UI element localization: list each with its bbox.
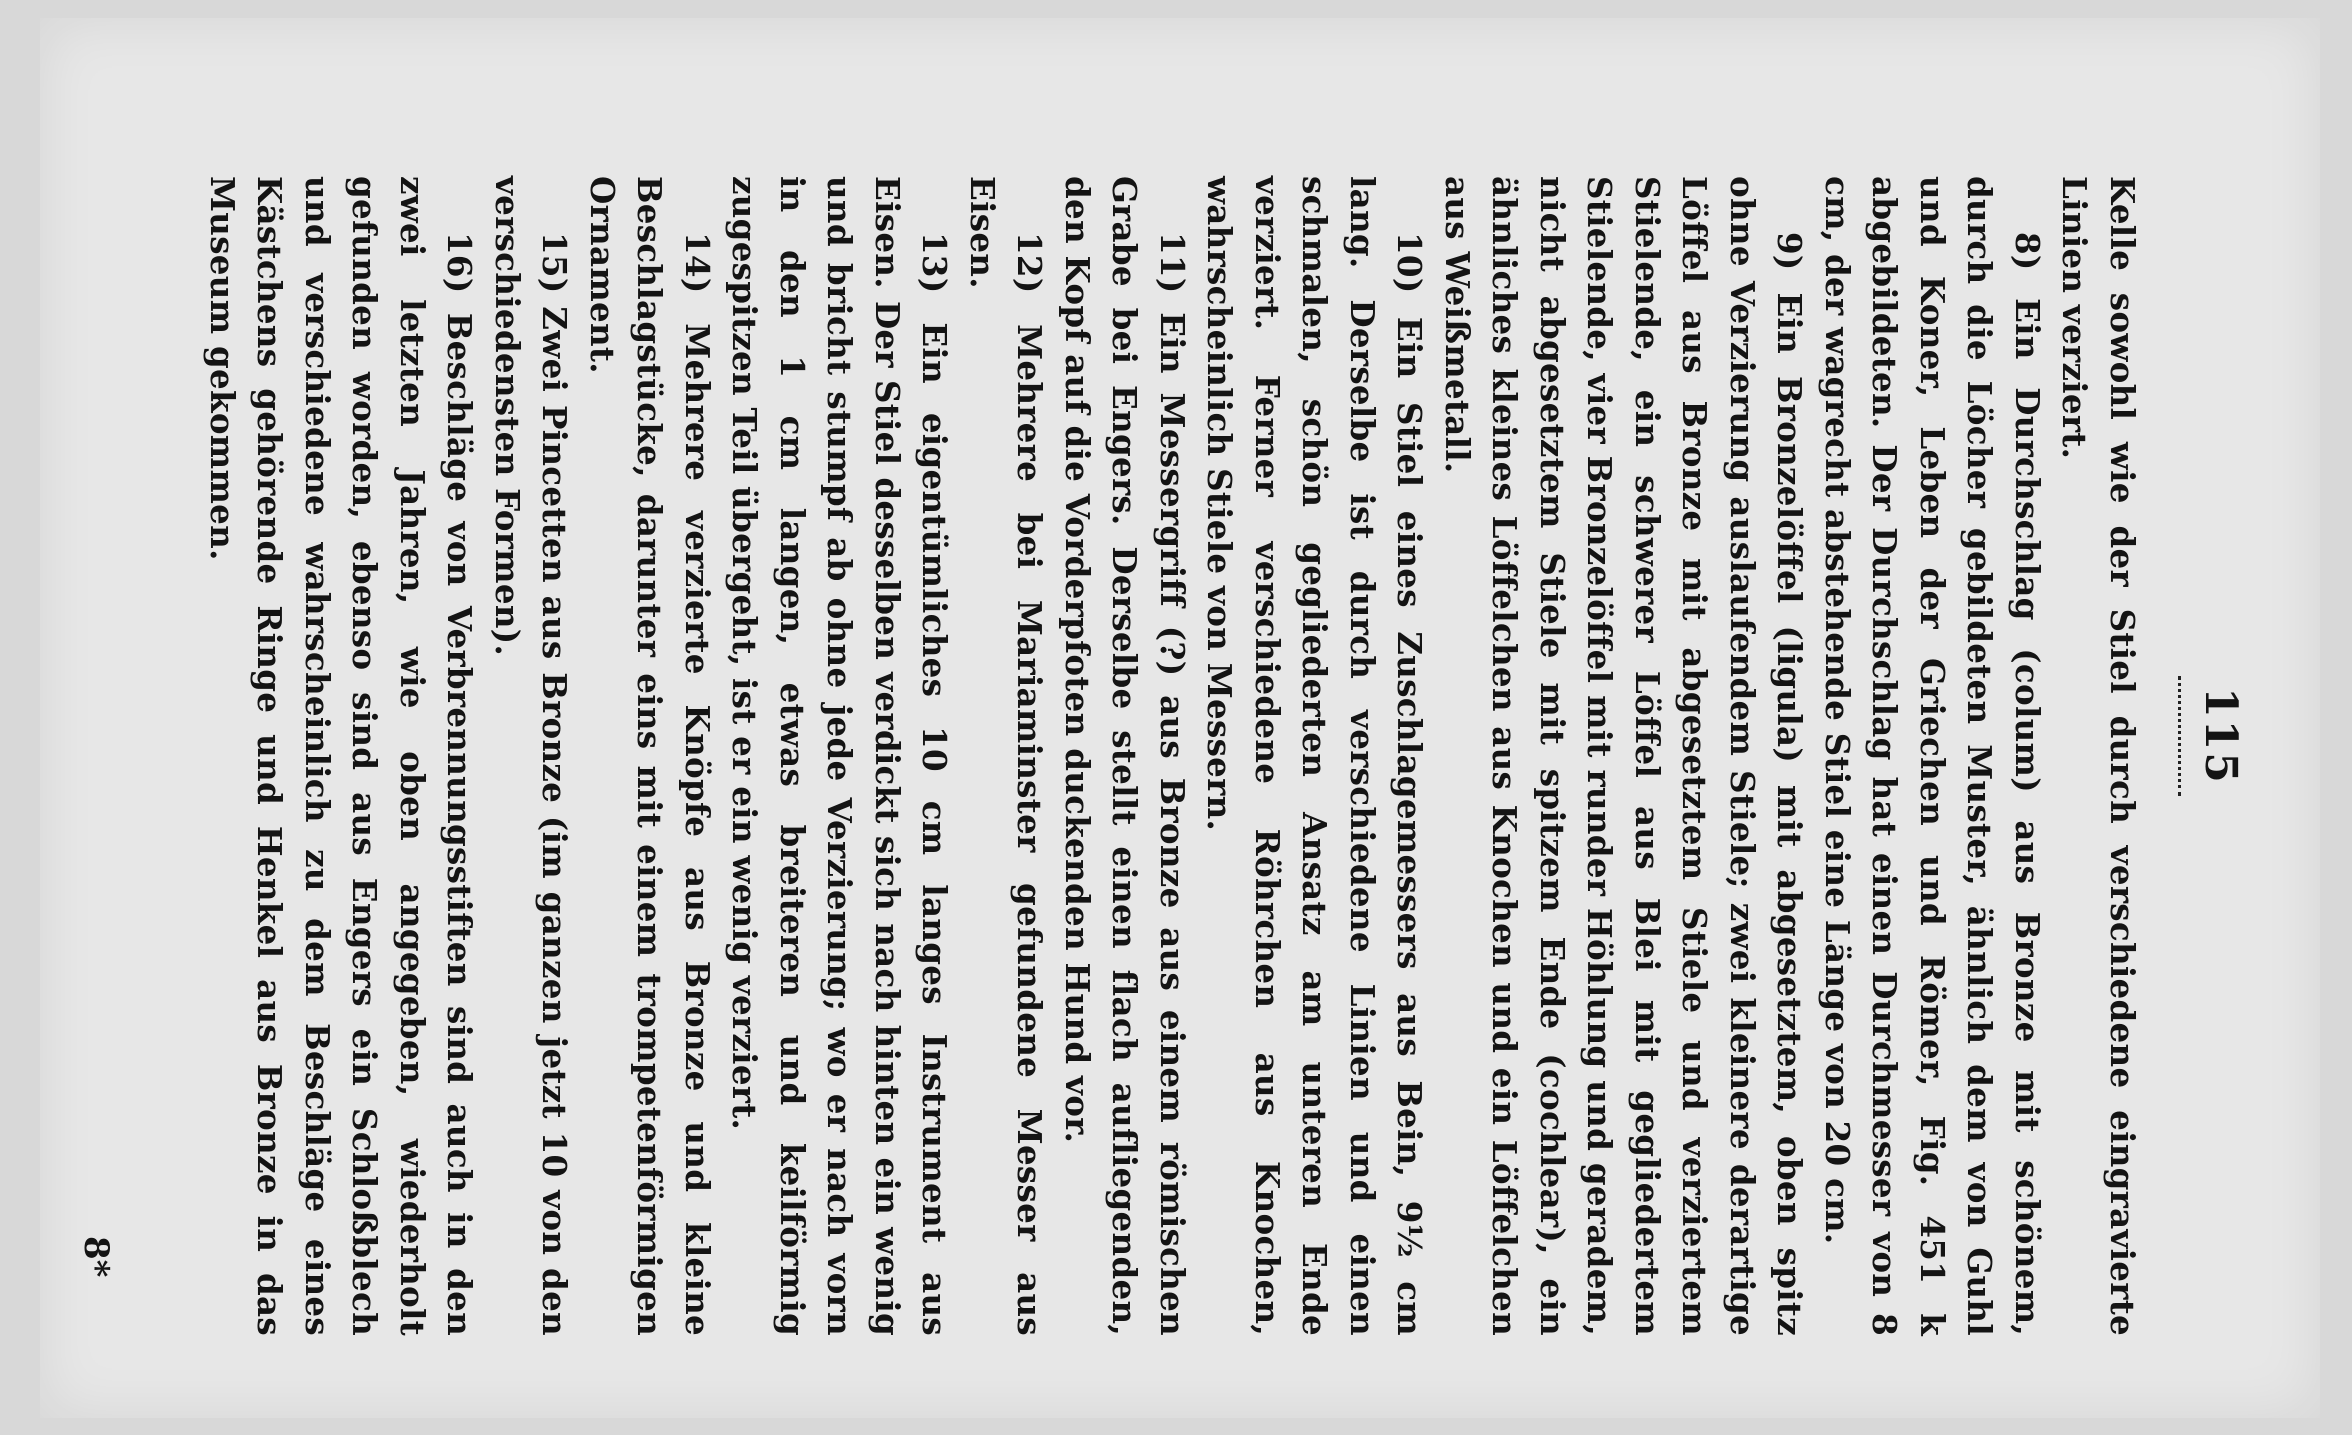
book-page [40, 18, 2320, 1418]
page-number: 115 [2195, 687, 2246, 785]
paragraph-item-9: 9) Ein Bronzelöffel (ligula) mit abgesetztem, oben spitz ohne Verzierung auslaufendem Stiele; zwei kleinere derartige Löffel aus Bronze mit abgesetztem Stiele und verziertem Stielende, ein schwerer Löffel aus Blei mit gegliedertem Stielende, vier Bronzelöffel mit runder Höhlung und geradem, nicht abgesetztem Stiele mit spitzem Ende (cochlear), ein ähnliches kleines Löffelchen aus Knochen und ein Löffelchen aus Weißmetall. [1438, 176, 1810, 1336]
paragraph-item-12: 12) Mehrere bei Mariaminster gefundene Messer aus Eisen. [963, 176, 1050, 1336]
paragraph-item-15: 15) Zwei Pincetten aus Bronze (im ganzen jetzt 10 von den verschiedensten Formen). [488, 176, 575, 1336]
header-ornament-rule [2178, 676, 2189, 796]
paragraph-item-8: 8) Ein Durchschlag (colum) aus Bronze mit schönem, durch die Löcher gebildeten Muster, ähnlich dem von Guhl und Koner, Leben der Griechen und Römer, Fig. 451 k abgebildeten. Der Durchschlag hat einen Durchmesser von 8 cm, der wagrecht abstehende Stiel eine Länge von 20 cm. [1818, 176, 2047, 1336]
paragraph-kelle: Kelle sowohl wie der Stiel durch verschiedene eingravierte Linien verziert. [2055, 176, 2142, 1336]
sheet-signature-mark: 8* [76, 1236, 116, 1278]
page-header [2178, 86, 2246, 1386]
paragraph-item-14: 14) Mehrere verzierte Knöpfe aus Bronze und kleine Beschlagstücke, darunter eins mit einem trompetenförmigen Ornament. [583, 176, 717, 1336]
paragraph-item-10: 10) Ein Stiel eines Zuschlagemessers aus Bein, 9½ cm lang. Derselbe ist durch verschiedene Linien und einen schmalen, schön gegliederten Ansatz am unteren Ende verziert. Ferner verschiedene Röhrchen aus Knochen, wahrscheinlich Stiele von Messern. [1200, 176, 1430, 1336]
rotated-page-content [76, 86, 2316, 1386]
paragraph-item-13: 13) Ein eigentümliches 10 cm langes Instrument aus Eisen. Der Stiel desselben verdickt sich nach hinten ein wenig und bricht stumpf ab ohne jede Verzierung; wo er nach vorn in den 1 cm langen, etwas breiteren und keilförmig zugespitzen Teil übergeht, ist er ein wenig verziert. [725, 176, 955, 1336]
paragraph-item-16: 16) Beschläge von Verbrennungsstiften sind auch in den zwei letzten Jahren, wie oben angegeben, wiederholt gefunden worden, ebenso sind aus Engers ein Schloßblech und verschiedene wahrscheinlich zu dem Beschläge eines Kästchens gehörende Ringe und Henkel aus Bronze in das Museum gekommen. [203, 176, 480, 1336]
paragraph-item-11: 11) Ein Messergriff (?) aus Bronze aus einem römischen Grabe bei Engers. Derselbe stellt einen flach aufliegenden, den Kopf auf die Vorderpfoten duckenden Hund vor. [1058, 176, 1192, 1336]
body-text [199, 176, 2147, 1336]
